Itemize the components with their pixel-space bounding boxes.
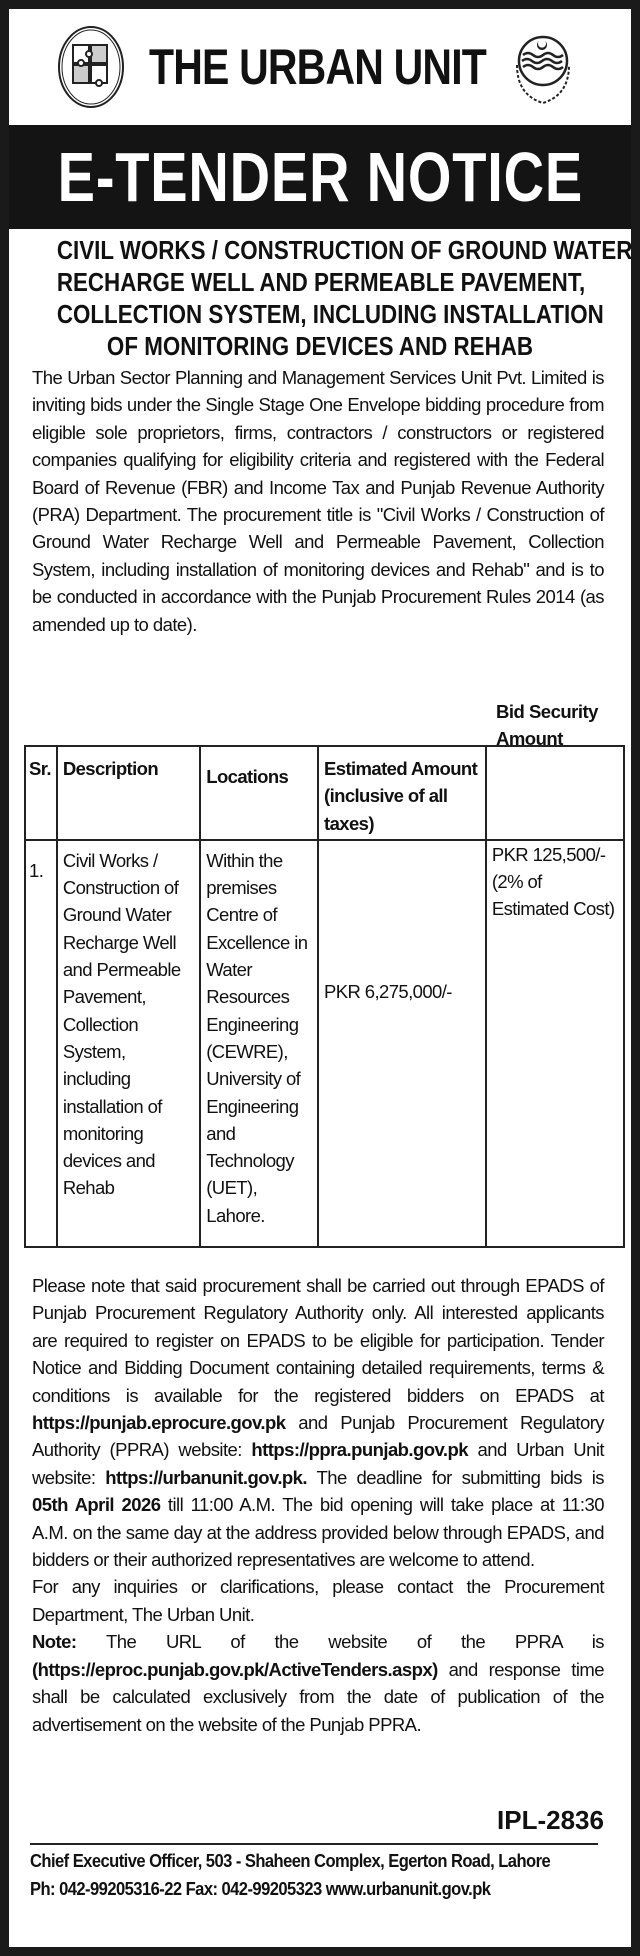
footer-address: Chief Executive Officer, 503 - Shaheen Complex, Egerton Road, Lahore — [30, 1851, 551, 1871]
organization-name: THE URBAN UNIT — [148, 39, 486, 95]
epads-url-link[interactable]: https://punjab.eprocure.gov.pk — [32, 1412, 286, 1434]
subject-line: COLLECTION SYSTEM, INCLUDING INSTALLATION — [56, 299, 604, 329]
details-paragraph — [32, 1272, 604, 1738]
cell-bid-security: PKR 125,500/- (2% of Estimated Cost) — [486, 840, 624, 1247]
ppra-url-link[interactable]: https://ppra.punjab.gov.pk — [251, 1439, 468, 1461]
note-text: The URL of the website of the PPRA is — [76, 1631, 604, 1653]
header — [9, 9, 631, 125]
header-sr: Sr. — [25, 746, 57, 840]
footer-contact: Ph: 042-99205316-22 Fax: 042-99205323 www.urbanunit.gov.pk — [30, 1879, 491, 1899]
urban-unit-puzzle-logo-icon — [57, 25, 125, 109]
cell-description: Civil Works / Construction of Ground Water Recharge Well and Permeable Pavement, Collection System, including installation of monitoring devices and Rehab — [57, 840, 200, 1247]
table-header-row — [25, 746, 624, 840]
reference-code: IPL-2836 — [497, 1805, 604, 1835]
punjab-government-emblem-icon — [509, 25, 577, 109]
subject-line: RECHARGE WELL AND PERMEABLE PAVEMENT, — [56, 267, 586, 297]
subject-line: CIVIL WORKS / CONSTRUCTION OF GROUND WATER — [56, 235, 633, 265]
cell-estimated: PKR 6,275,000/- — [318, 840, 486, 1247]
header-bid-security: Bid Security Amount — [496, 701, 598, 749]
intro-paragraph: The Urban Sector Planning and Management Services Unit Pvt. Limited is inviting bids under the Single Stage One Envelope bidding procedure from eligible sole proprietors, firms, contractors / constructors or registered companies qualifying for eligibility criteria and registered with the Federal Board of Revenue (FBR) and Income Tax and Punjab Revenue Authority (PRA) Department. The procurement title is "Civil Works / Construction of Ground Water Recharge Well and Permeable Pavement, Collection System, including installation of monitoring devices and Rehab" and is to be conducted in accordance with the Punjab Procurement Rules 2014 (as amended up to date). — [32, 367, 604, 635]
details-text: Please note that said procurement shall be carried out through EPADS of Punjab Procurement Regulatory Authority only. All interested applicants are required to register on EPADS to be eligible for participation. Tender Notice and Bidding Document containing detailed requirements, terms & conditions is available for the registered bidders on EPADS at — [32, 1275, 604, 1406]
header-description: Description — [57, 746, 200, 840]
deadline-date: 05th April 2026 — [32, 1494, 161, 1516]
details-text: and Urban Unit website: — [32, 1439, 604, 1488]
table-row — [25, 840, 624, 1247]
header-estimated-amount: Estimated Amount (inclusive of all taxes) — [318, 746, 486, 840]
subject-line: OF MONITORING DEVICES AND REHAB — [106, 331, 534, 361]
active-tenders-url-link[interactable]: (https://eproc.punjab.gov.pk/ActiveTenders.aspx) — [32, 1658, 438, 1680]
notice-title: E-TENDER NOTICE — [57, 138, 583, 216]
inquiries-text: For any inquiries or clarifications, please contact the Procurement Department, The Urban Unit. — [32, 1576, 604, 1625]
note-label: Note: — [32, 1631, 77, 1653]
footer-divider — [30, 1843, 598, 1845]
details-text: and Punjab Procurement Regulatory Authority (PPRA) website: — [32, 1412, 604, 1461]
details-text: till 11:00 A.M. The bid opening will take place at 11:30 A.M. on the same day at the address provided below through EPADS, and bidders or their authorized representatives are welcome to attend. — [32, 1494, 604, 1571]
tender-subject — [56, 234, 633, 362]
cell-sr: 1. — [25, 840, 57, 1247]
cell-location: Within the premises Centre of Excellence in Water Resources Engineering (CEWRE), University of Engineering and Technology (UET), Lahore. — [200, 840, 318, 1247]
title-band — [9, 125, 631, 229]
note-text: and response time shall be calculated exclusively from the date of publication of the advertisement on the website of the Punjab PPRA. — [32, 1658, 604, 1735]
header-bid-security-placeholder — [486, 746, 624, 840]
details-text: The deadline for submitting bids is — [307, 1466, 604, 1488]
tender-table — [24, 745, 625, 1248]
header-locations: Locations — [200, 746, 318, 840]
urban-unit-url-link[interactable]: https://urbanunit.gov.pk. — [105, 1466, 307, 1488]
